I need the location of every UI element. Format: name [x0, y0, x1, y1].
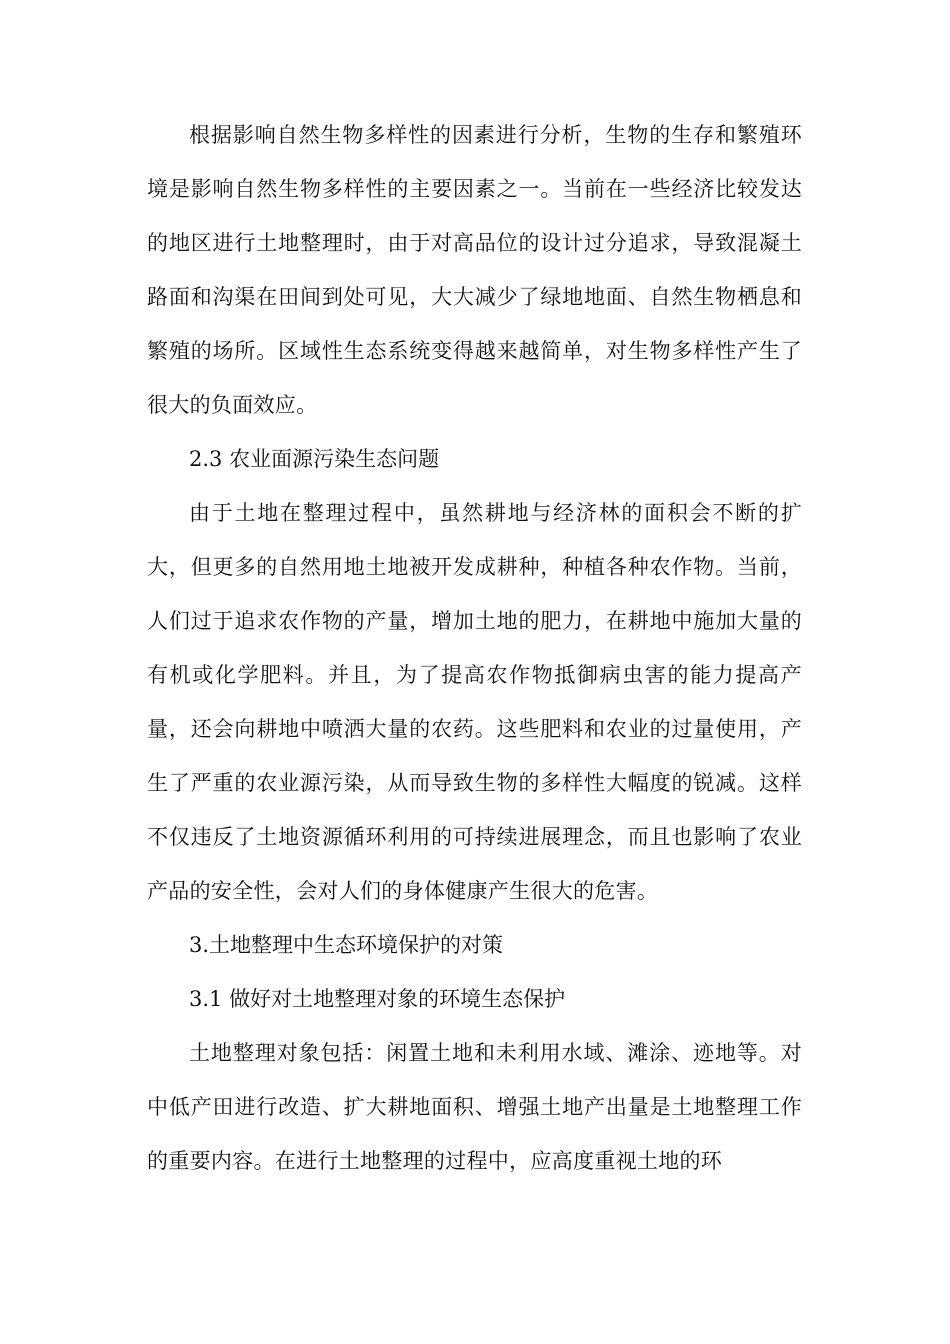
paragraph-land-consolidation-objects: 土地整理对象包括：闲置土地和未利用水域、滩涂、迹地等。对中低产田进行改造、扩大耕地面积、增强土地产出量是土地整理工作的重要内容。在进行土地整理的过程中，应高度重视土地的环 [147, 1041, 802, 1173]
section-heading-3-1: 3.1 做好对土地整理对象的环境生态保护 [189, 987, 566, 1011]
paragraph-agricultural-pollution: 由于土地在整理过程中，虽然耕地与经济林的面积会不断的扩大，但更多的自然用地土地被开发成耕种，种植各种农作物。当前，人们过于追求农作物的产量，增加土地的肥力，在耕地中施加大量的有机或化学肥料。并且，为了提高农作物抵御病虫害的能力提高产量，还会向耕地中喷洒大量的农药。这些肥料和农业的过量使用，产生了严重的农业源污染，从而导致生物的多样性大幅度的锐减。这样不仅违反了土地资源循环利用的可持续进展理念，而且也影响了农业产品的安全性，会对人们的身体健康产生很大的危害。 [147, 501, 802, 903]
section-heading-3: 3.土地整理中生态环境保护的对策 [189, 933, 504, 957]
section-heading-2-3: 2.3 农业面源污染生态问题 [189, 447, 440, 471]
paragraph-biodiversity: 根据影响自然生物多样性的因素进行分析，生物的生存和繁殖环境是影响自然生物多样性的主要因素之一。当前在一些经济比较发达的地区进行土地整理时，由于对高品位的设计过分追求，导致混凝土路面和沟渠在田间到处可见，大大减少了绿地地面、自然生物栖息和繁殖的场所。区域性生态系统变得越来越简单，对生物多样性产生了很大的负面效应。 [147, 123, 802, 417]
document-body [147, 108, 802, 1188]
